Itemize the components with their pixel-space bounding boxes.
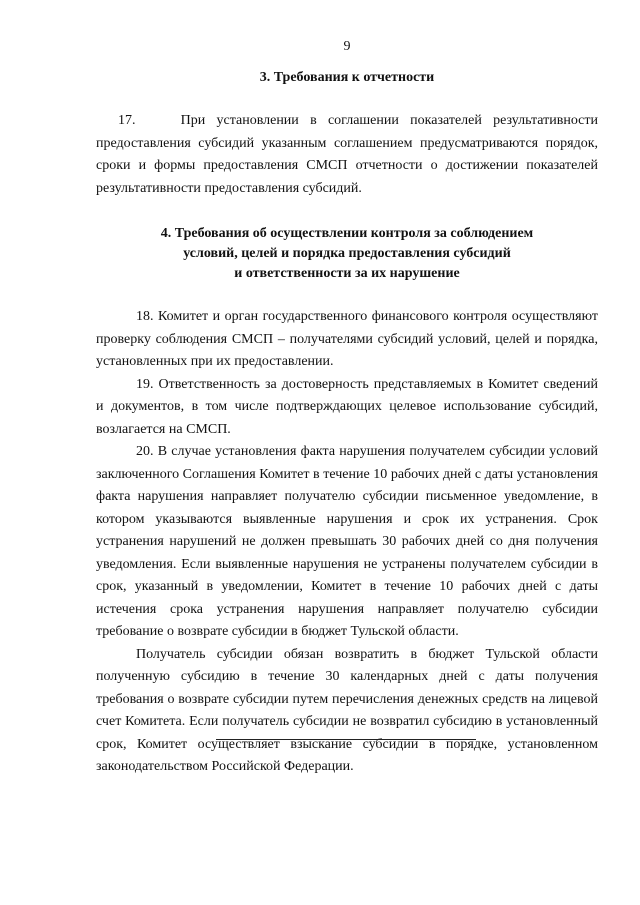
paragraph-18: 18. Комитет и орган государственного финансового контроля осуществляют проверку соблюдения СМСП – получателями субсидий условий, целей и порядка, установленных при их предоставлении. — [96, 309, 598, 369]
paragraph-20: 20. В случае установления факта нарушения получателем субсидии условий заключенного Соглашения Комитет в течение 10 рабочих дней с даты установления факта нарушения направляет получателю субсидии письменное уведомление, в котором указываются выявленные нарушения и срок их устранения. Срок устранения нарушений не должен превышать 30 рабочих дней со дня получения уведомления. Если выявленные нарушения не устранены получателем субсидии в срок, указанный в уведомлении, Комитет в течение 10 рабочих дней с даты истечения срока устранения нарушения направляет получателю субсидии требование о возврате субсидии в бюджет Тульской области. — [96, 444, 598, 639]
document-page — [96, 38, 598, 779]
page-number: 9 — [343, 39, 351, 54]
section-3-title: 3. Требования к отчетности — [259, 70, 435, 85]
section-4-title — [96, 224, 598, 284]
section-4-title-line-2: условий, целей и порядка предоставления субсидий — [183, 246, 511, 261]
section-4-title-line-1: 4. Требования об осуществлении контроля за соблюдением — [160, 226, 534, 241]
paragraph-20-continuation: Получатель субсидии обязан возвратить в бюджет Тульской области полученную субсидию в течение 30 календарных дней с даты получения требования о возврате субсидии путем перечисления денежных средств на лицевой счет Комитета. Если получатель субсидии не возвратил субсидию в установленный срок, Комитет осуществляет взыскание субсидии в порядке, установленном законодательством Российской Федерации. — [96, 646, 598, 774]
section-4-title-line-3: и ответственности за их нарушение — [234, 266, 460, 281]
paragraph-17: 17. При установлении в соглашении показателей результативности предоставления субсидий указанным соглашением предусматриваются порядок, сроки и формы предоставления СМСП отчетности о достижении показателей результативности предоставления субсидий. — [96, 113, 598, 196]
paragraph-19: 19. Ответственность за достоверность представляемых в Комитет сведений и документов, в том числе подтверждающих целевое использование субсидий, возлагается на СМСП. — [96, 376, 598, 437]
end-divider-line — [216, 739, 476, 740]
